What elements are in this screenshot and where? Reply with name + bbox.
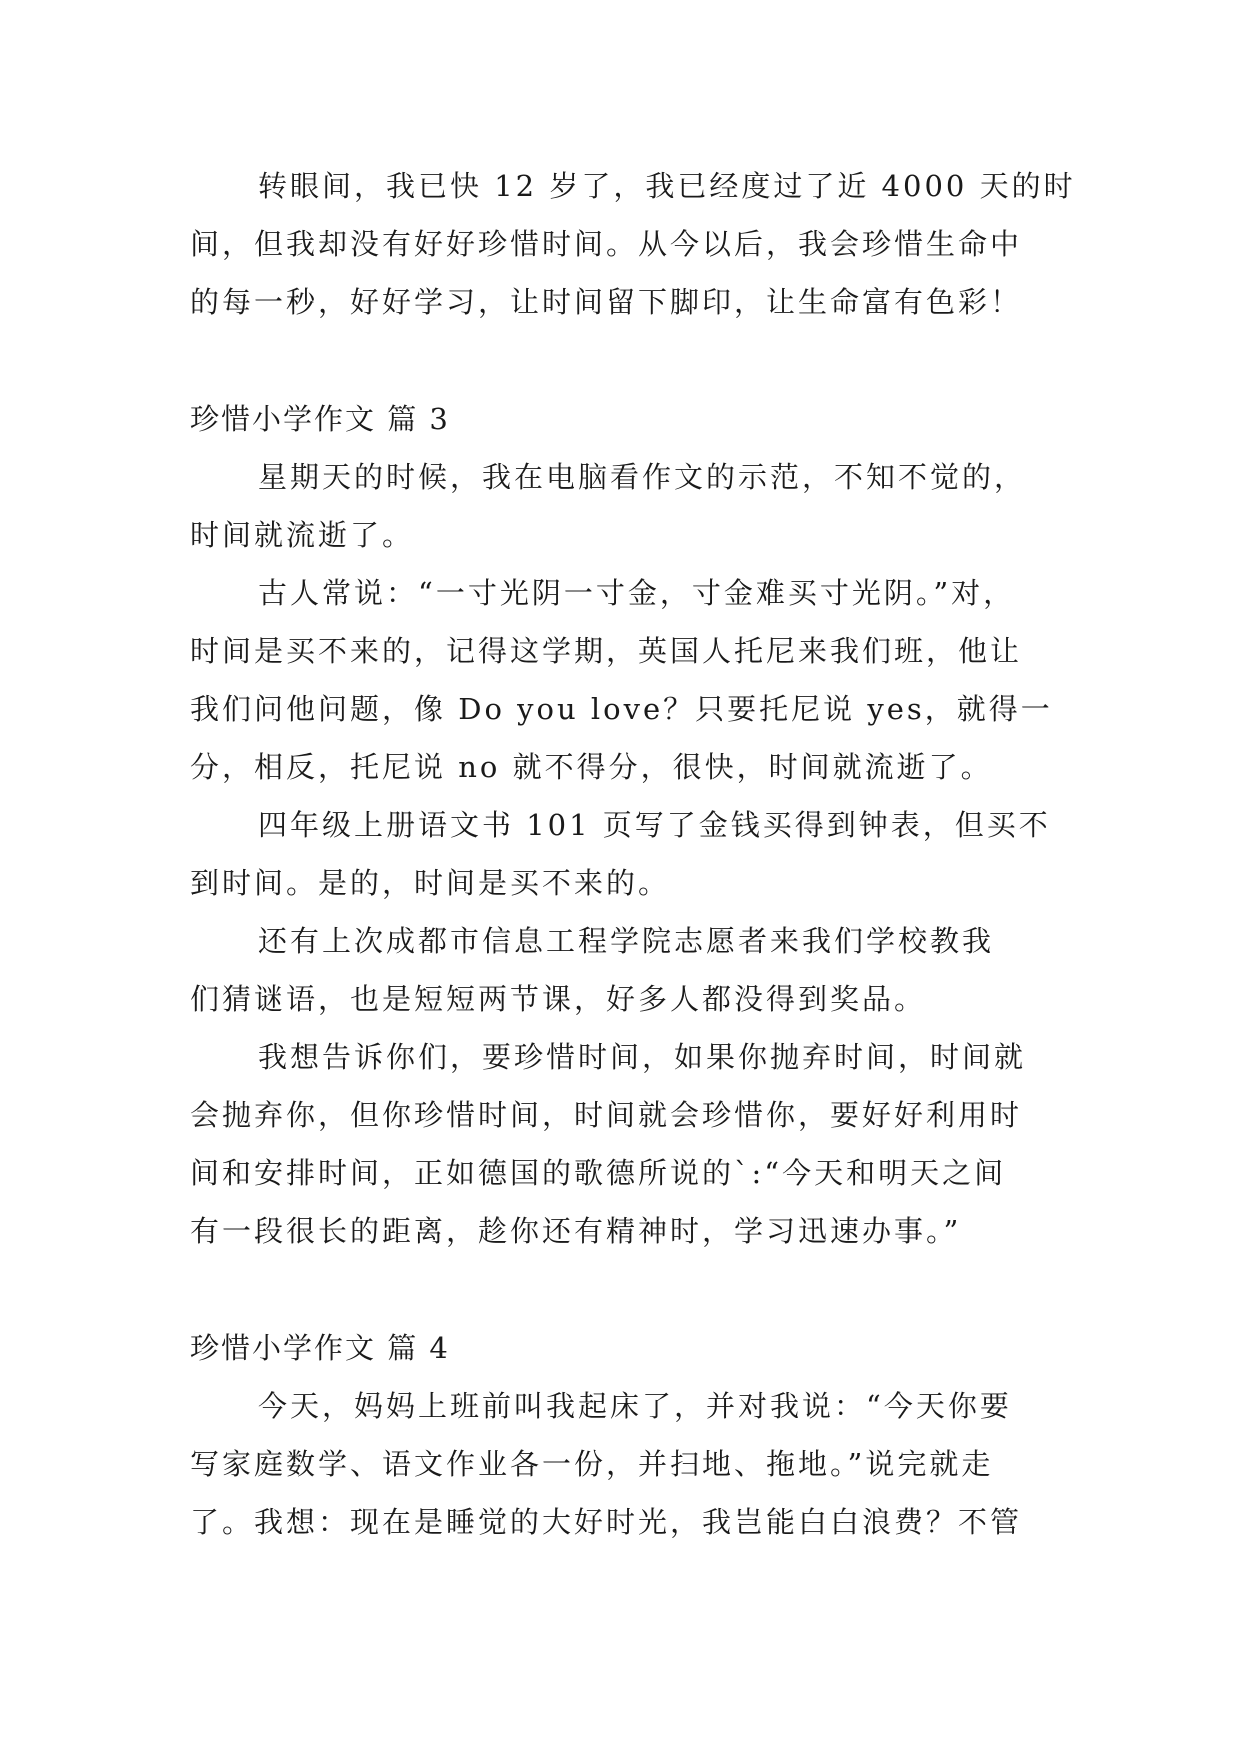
paragraph-line: 时间就流逝了。 <box>190 518 415 552</box>
section-heading-4: 珍惜小学作文 篇 4 <box>190 1331 450 1365</box>
paragraph-line: 古人常说：“一寸光阴一寸金，寸金难买寸光阴。”对， <box>258 576 1016 610</box>
paragraph-line: 了。我想：现在是睡觉的大好时光，我岂能白白浪费？不管 <box>190 1505 1023 1539</box>
paragraph-line: 们猜谜语，也是短短两节课，好多人都没得到奖品。 <box>190 982 927 1016</box>
paragraph-line: 我想告诉你们，要珍惜时间，如果你抛弃时间，时间就 <box>258 1040 1027 1074</box>
paragraph-line: 间，但我却没有好好珍惜时间。从今以后，我会珍惜生命中 <box>190 227 1023 261</box>
section-heading-3: 珍惜小学作文 篇 3 <box>190 402 450 436</box>
paragraph-line: 时间是买不来的，记得这学期，英国人托尼来我们班，他让 <box>190 634 1023 668</box>
paragraph-line: 四年级上册语文书 101 页写了金钱买得到钟表，但买不 <box>258 808 1051 842</box>
paragraph-line: 的每一秒，好好学习，让时间留下脚印，让生命富有色彩！ <box>190 285 1023 319</box>
paragraph-line: 写家庭数学、语文作业各一份，并扫地、拖地。”说完就走 <box>190 1447 994 1481</box>
paragraph-line: 会抛弃你，但你珍惜时间，时间就会珍惜你，要好好利用时 <box>190 1098 1023 1132</box>
paragraph-line: 星期天的时候，我在电脑看作文的示范，不知不觉的， <box>258 460 1027 494</box>
paragraph-line: 间和安排时间，正如德国的歌德所说的`:“今天和明天之间 <box>190 1156 1007 1190</box>
paragraph-line: 还有上次成都市信息工程学院志愿者来我们学校教我 <box>258 924 995 958</box>
paragraph-line: 转眼间，我已快 12 岁了，我已经度过了近 4000 天的时 <box>258 169 1076 203</box>
paragraph-line: 我们问他问题，像 Do you love？只要托尼说 yes，就得一 <box>190 692 1053 726</box>
paragraph-line: 分，相反，托尼说 no 就不得分，很快，时间就流逝了。 <box>190 750 993 784</box>
paragraph-line: 到时间。是的，时间是买不来的。 <box>190 866 671 900</box>
paragraph-line: 今天，妈妈上班前叫我起床了，并对我说：“今天你要 <box>258 1389 1012 1423</box>
paragraph-line: 有一段很长的距离，趁你还有精神时，学习迅速办事。” <box>190 1214 962 1248</box>
